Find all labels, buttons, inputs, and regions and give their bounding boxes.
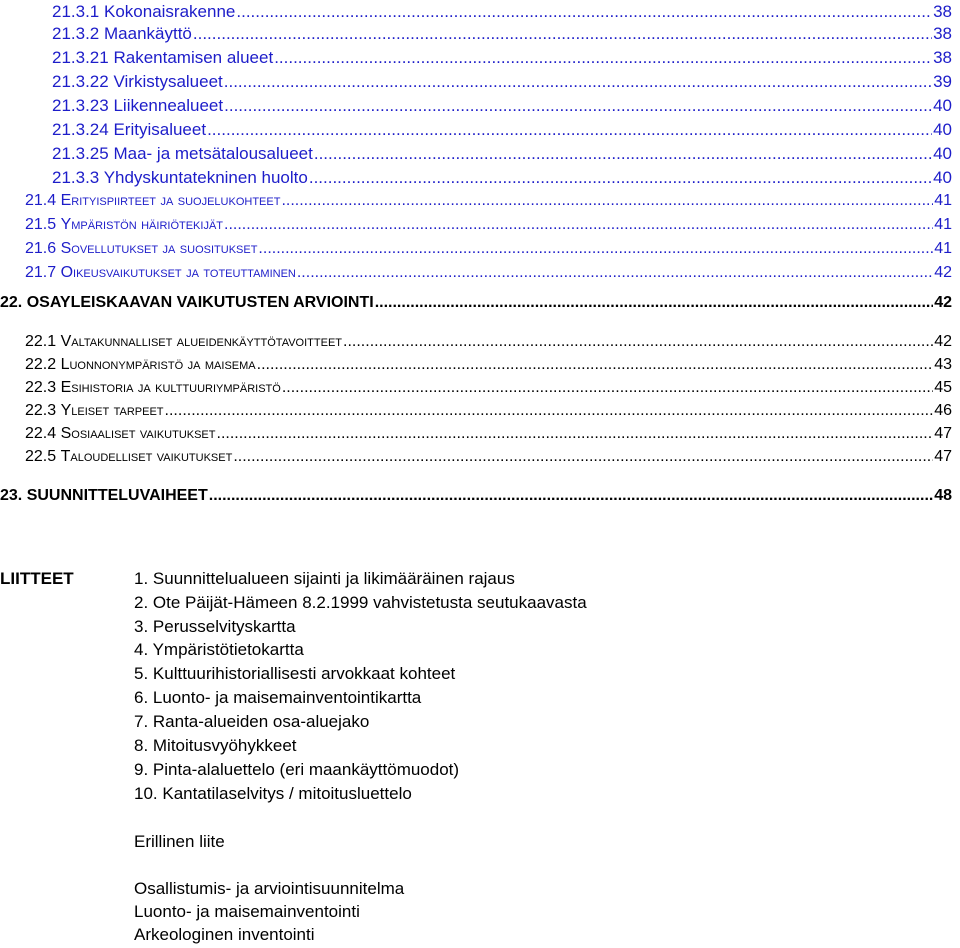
leader-dots: [309, 168, 932, 188]
leader-dots: [209, 487, 933, 505]
toc-entry[interactable]: [52, 2, 952, 24]
toc-number: 21.3.1: [52, 2, 100, 21]
toc-title: Maa- ja metsätalousalueet: [113, 144, 313, 163]
toc-number: 21.4: [25, 192, 57, 209]
toc-entry[interactable]: [52, 72, 952, 94]
leader-dots: [375, 294, 934, 312]
toc-title: Yhdyskuntatekninen huolto: [103, 168, 308, 187]
toc-entry[interactable]: [52, 24, 952, 46]
toc-entry[interactable]: [25, 402, 952, 424]
toc-entry[interactable]: [0, 294, 952, 316]
list-item: 9. Pinta-alaluettelo (eri maankäyttömuodot): [134, 760, 460, 779]
toc-number: 22.3: [25, 379, 57, 396]
toc-page: 42: [934, 333, 952, 350]
toc-title: Erityisalueet: [113, 120, 207, 139]
list-item: 8. Mitoitusvyöhykkeet: [134, 736, 297, 755]
toc-title: SUUNNITTELUVAIHEET: [26, 487, 208, 504]
list-item: 5. Kulttuurihistoriallisesti arvokkaat kohteet: [134, 664, 456, 683]
toc-page: 38: [933, 24, 952, 43]
leader-dots: [224, 96, 932, 116]
list-item: 1. Suunnittelualueen sijainti ja likimääräinen rajaus: [134, 569, 515, 588]
toc-title: Liikennealueet: [113, 96, 224, 115]
toc-number: 21.6: [25, 240, 57, 257]
toc-page: 47: [934, 448, 952, 465]
leader-dots: [193, 24, 932, 44]
toc-number: 21.3.21: [52, 48, 109, 67]
toc-page: 42: [934, 294, 952, 311]
toc-title: Sosiaaliset vaikutukset: [60, 425, 216, 442]
toc-page: 42: [934, 264, 952, 281]
toc-title: Valtakunnalliset alueidenkäyttötavoitteet: [60, 333, 343, 350]
separate-attachment-heading: Erillinen liite: [134, 832, 225, 851]
toc-number: 21.3.2: [52, 24, 100, 43]
leader-dots: [274, 48, 932, 68]
toc-title: Oikeusvaikutukset ja toteuttaminen: [60, 264, 296, 281]
toc-page: 48: [934, 487, 952, 504]
liitteet-heading: LIITTEET: [0, 569, 74, 588]
toc-number: 21.3.23: [52, 96, 109, 115]
toc-page: 46: [934, 402, 952, 419]
toc-page: 38: [933, 2, 952, 21]
toc-entry[interactable]: [25, 448, 952, 470]
leader-dots: [314, 144, 932, 164]
toc-number: 21.3.25: [52, 144, 109, 163]
list-item: 3. Perusselvityskartta: [134, 617, 296, 636]
list-item: 7. Ranta-alueiden osa-aluejako: [134, 712, 370, 731]
toc-number: 22.4: [25, 425, 57, 442]
toc-title: Erityispiirteet ja suojelukohteet: [60, 192, 281, 209]
toc-page: 40: [933, 120, 952, 139]
toc-entry[interactable]: [52, 48, 952, 70]
toc-entry[interactable]: [25, 333, 952, 355]
toc-entry[interactable]: [25, 264, 952, 286]
toc-number: 21.3.22: [52, 72, 109, 91]
toc-entry[interactable]: [52, 120, 952, 142]
toc-number: 21.3.3: [52, 168, 100, 187]
toc-entry[interactable]: [25, 425, 952, 447]
toc-entry[interactable]: [25, 240, 952, 262]
toc-title: Esihistoria ja kulttuuriympäristö: [60, 379, 281, 396]
leader-dots: [165, 402, 934, 420]
toc-page: 41: [934, 216, 952, 233]
leader-dots: [224, 72, 932, 92]
leader-dots: [257, 356, 934, 374]
toc-page: 40: [933, 168, 952, 187]
toc-number: 21.7: [25, 264, 57, 281]
toc-page: 45: [934, 379, 952, 396]
toc-number: 23.: [0, 487, 23, 504]
list-item: 2. Ote Päijät-Hämeen 8.2.1999 vahvistetusta seutukaavasta: [134, 593, 587, 612]
toc-number: 22.3: [25, 402, 57, 419]
leader-dots: [258, 240, 933, 258]
toc-title: Virkistysalueet: [113, 72, 223, 91]
list-item: 6. Luonto- ja maisemainventointikartta: [134, 688, 422, 707]
toc-number: 21.3.24: [52, 120, 109, 139]
list-item: 10. Kantatilaselvitys / mitoitusluettelo: [134, 784, 412, 803]
toc-title: Maankäyttö: [104, 24, 192, 43]
leader-dots: [343, 333, 933, 351]
toc-entry[interactable]: [52, 96, 952, 118]
toc-page: 47: [934, 425, 952, 442]
toc-number: 21.5: [25, 216, 57, 233]
toc-title: Ympäristön häiriötekijät: [60, 216, 224, 233]
toc-page: 41: [934, 240, 952, 257]
toc-page: 41: [934, 192, 952, 209]
toc-number: 22.1: [25, 333, 57, 350]
toc-title: Kokonaisrakenne: [104, 2, 236, 21]
toc-page: 39: [933, 72, 952, 91]
toc-entry[interactable]: [0, 487, 952, 509]
toc-entry[interactable]: [25, 192, 952, 214]
toc-entry[interactable]: [52, 144, 952, 166]
toc-entry[interactable]: [25, 216, 952, 238]
toc-title: Yleiset tarpeet: [60, 402, 164, 419]
toc-page: 40: [933, 144, 952, 163]
toc-title: Taloudelliset vaikutukset: [60, 448, 233, 465]
toc-page: 43: [934, 356, 952, 373]
list-item: 4. Ympäristötietokartta: [134, 640, 304, 659]
list-item: Luonto- ja maisemainventointi: [134, 902, 360, 921]
toc-page: 40: [933, 96, 952, 115]
leader-dots: [236, 2, 932, 22]
toc-title: OSAYLEISKAAVAN VAIKUTUSTEN ARVIOINTI: [26, 294, 374, 311]
leader-dots: [217, 425, 934, 443]
toc-entry[interactable]: [25, 356, 952, 378]
toc-number: 22.2: [25, 356, 57, 373]
leader-dots: [207, 120, 932, 140]
toc-title: Rakentamisen alueet: [113, 48, 274, 67]
toc-number: 22.: [0, 294, 23, 311]
leader-dots: [224, 216, 933, 234]
toc-page: 38: [933, 48, 952, 67]
toc-title: Sovellutukset ja suositukset: [60, 240, 258, 257]
leader-dots: [297, 264, 933, 282]
leader-dots: [282, 379, 933, 397]
list-item: Arkeologinen inventointi: [134, 925, 315, 944]
toc-entry[interactable]: [25, 379, 952, 401]
list-item: Osallistumis- ja arviointisuunnitelma: [134, 879, 405, 898]
toc-entry[interactable]: [52, 168, 952, 190]
toc-title: Luonnonympäristö ja maisema: [60, 356, 256, 373]
toc-number: 22.5: [25, 448, 57, 465]
leader-dots: [281, 192, 933, 210]
leader-dots: [233, 448, 933, 466]
